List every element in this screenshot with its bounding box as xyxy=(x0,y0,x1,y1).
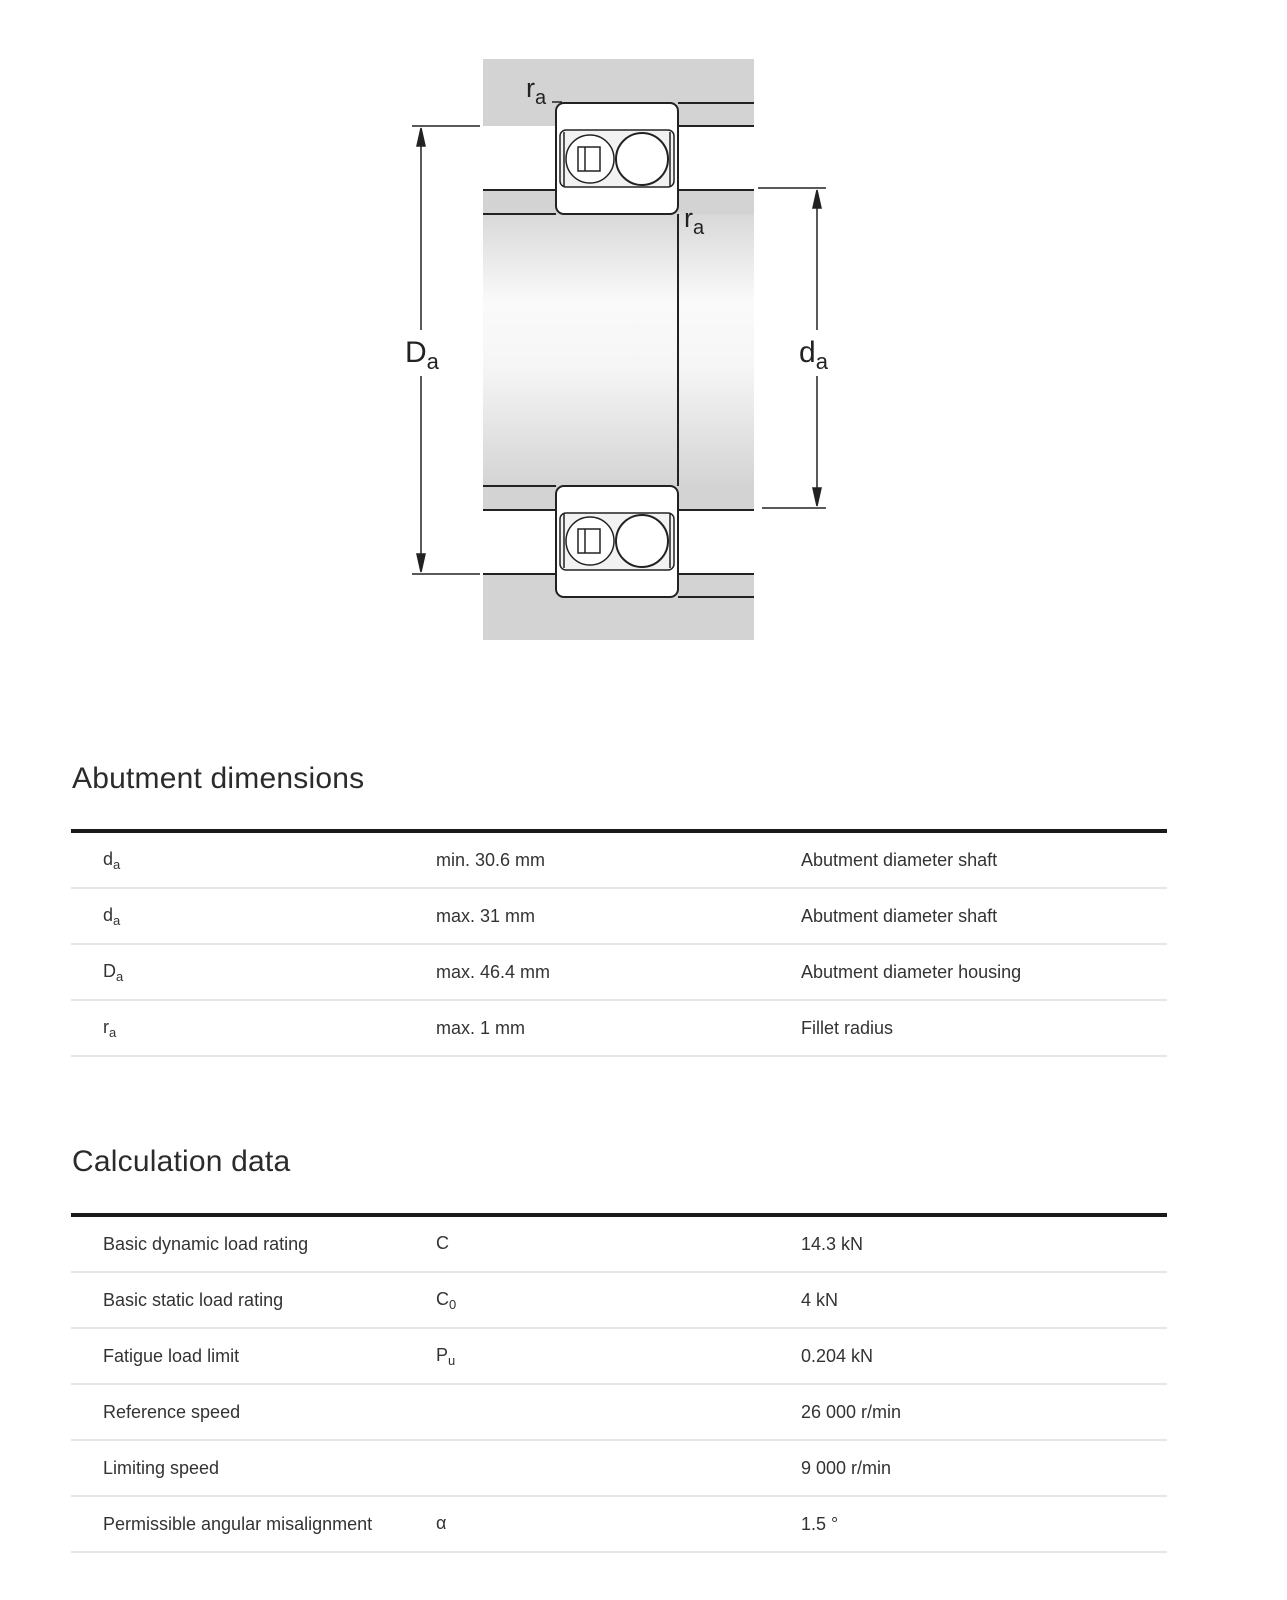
symbol-cell xyxy=(436,1496,801,1552)
calculation-data-title: Calculation data xyxy=(72,1145,291,1178)
table-row xyxy=(71,888,1167,944)
table-row xyxy=(71,1384,1167,1440)
symbol-subscript: u xyxy=(448,1352,456,1368)
bearing-lower xyxy=(556,486,678,597)
calculation-data-table xyxy=(71,1213,1167,1553)
parameter-name-cell: Basic static load rating xyxy=(71,1272,436,1328)
symbol: d xyxy=(103,904,114,925)
shaft-shape xyxy=(483,190,754,510)
table-row xyxy=(71,1328,1167,1384)
abutment-dimensions-table xyxy=(71,829,1167,1057)
symbol-subscript: a xyxy=(109,1024,117,1040)
symbol-cell xyxy=(436,1272,801,1328)
ra-mid-label: $r_a$ xyxy=(684,203,705,239)
value-cell: 9 000 r/min xyxy=(801,1440,1167,1496)
da-label: $d_a$ xyxy=(799,336,828,374)
parameter-name-cell: Reference speed xyxy=(71,1384,436,1440)
value-cell: 0.204 kN xyxy=(801,1328,1167,1384)
value-cell: max. 31 mm xyxy=(436,888,801,944)
table-row xyxy=(71,1272,1167,1328)
symbol: α xyxy=(436,1512,447,1533)
value-cell: 14.3 kN xyxy=(801,1217,1167,1272)
table-row xyxy=(71,1496,1167,1552)
symbol: P xyxy=(436,1344,449,1365)
symbol-subscript: 0 xyxy=(449,1296,457,1312)
symbol: C xyxy=(436,1288,449,1309)
description-cell: Fillet radius xyxy=(801,1000,1167,1056)
symbol-cell xyxy=(436,1440,801,1496)
ra-top-label: $r_a$ xyxy=(526,73,547,109)
bearing-abutment-diagram xyxy=(0,0,1287,700)
symbol: r xyxy=(103,1016,109,1037)
symbol-subscript: a xyxy=(113,856,121,872)
table-row xyxy=(71,833,1167,888)
symbol-cell xyxy=(71,1000,436,1056)
symbol-cell xyxy=(436,1217,801,1272)
symbol: D xyxy=(103,960,116,981)
parameter-name-cell: Limiting speed xyxy=(71,1440,436,1496)
symbol-cell xyxy=(71,888,436,944)
symbol-cell xyxy=(436,1328,801,1384)
table-row xyxy=(71,1000,1167,1056)
bearing-cross-section-drawing xyxy=(0,0,1287,700)
symbol-cell xyxy=(436,1384,801,1440)
table-row xyxy=(71,1440,1167,1496)
parameter-name-cell: Basic dynamic load rating xyxy=(71,1217,436,1272)
description-cell: Abutment diameter shaft xyxy=(801,833,1167,888)
description-cell: Abutment diameter housing xyxy=(801,944,1167,1000)
abutment-dimensions-title: Abutment dimensions xyxy=(72,762,365,795)
description-cell: Abutment diameter shaft xyxy=(801,888,1167,944)
value-cell: max. 46.4 mm xyxy=(436,944,801,1000)
value-cell: max. 1 mm xyxy=(436,1000,801,1056)
table-row xyxy=(71,1217,1167,1272)
symbol: C xyxy=(436,1232,449,1253)
value-cell: 1.5 ° xyxy=(801,1496,1167,1552)
value-cell: min. 30.6 mm xyxy=(436,833,801,888)
parameter-name-cell: Fatigue load limit xyxy=(71,1328,436,1384)
table-row xyxy=(71,944,1167,1000)
symbol-subscript: a xyxy=(116,968,124,984)
symbol: d xyxy=(103,848,114,869)
da-dimension-line xyxy=(758,188,826,508)
symbol-cell xyxy=(71,833,436,888)
bearing-upper xyxy=(556,103,678,214)
value-cell: 4 kN xyxy=(801,1272,1167,1328)
parameter-name-cell: Permissible angular misalignment xyxy=(71,1496,436,1552)
Da-label: $D_a$ xyxy=(405,336,439,374)
symbol-subscript: a xyxy=(113,912,121,928)
value-cell: 26 000 r/min xyxy=(801,1384,1167,1440)
symbol-cell xyxy=(71,944,436,1000)
